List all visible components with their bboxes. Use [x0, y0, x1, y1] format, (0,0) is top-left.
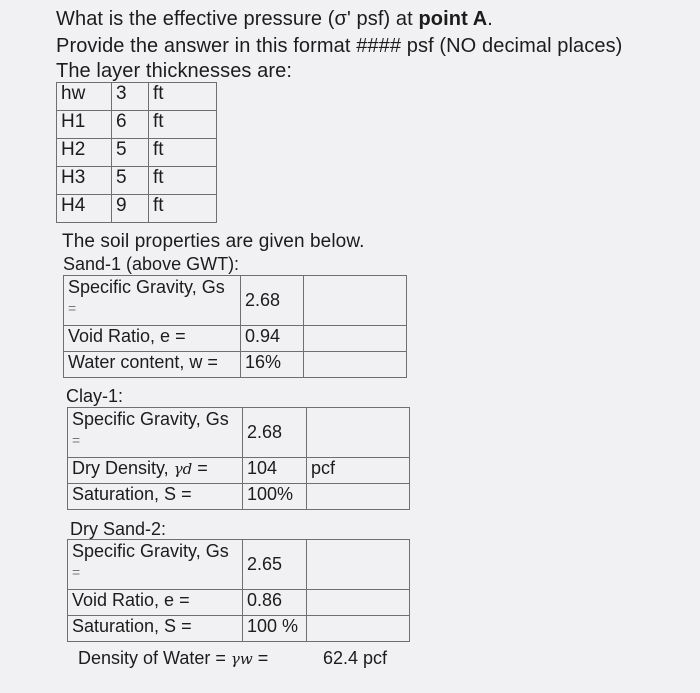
layer-value: 5	[112, 139, 149, 167]
table-row	[68, 408, 410, 458]
water-density-label	[78, 648, 268, 669]
void-ratio-value: 0.86	[243, 590, 307, 616]
layer-unit: ft	[149, 139, 217, 167]
water-density-text: Density of Water =	[78, 648, 231, 668]
sand1-title: Sand-1 (above GWT):	[63, 254, 240, 274]
sand2-title: Dry Sand-2:	[70, 519, 167, 539]
layer-unit: ft	[149, 83, 217, 111]
layer-name: H3	[57, 167, 112, 195]
layer-name: H1	[57, 111, 112, 139]
table-row	[68, 540, 410, 590]
question-line-1	[56, 8, 493, 30]
table-row	[57, 139, 217, 167]
gs-equals: =	[72, 564, 81, 580]
water-content-label: Water content, w =	[64, 352, 241, 378]
point-a-label: point A	[418, 8, 488, 30]
saturation-label: Saturation, S =	[68, 484, 243, 510]
empty-cell	[304, 276, 407, 326]
table-row	[57, 167, 217, 195]
table-row	[57, 83, 217, 111]
clay1-title: Clay-1:	[66, 386, 124, 406]
saturation-label: Saturation, S =	[68, 616, 243, 642]
question-text: What is the effective pressure (σ' psf) at	[56, 8, 419, 30]
empty-cell	[307, 484, 410, 510]
empty-cell	[307, 616, 410, 642]
water-density-equals: =	[252, 648, 269, 668]
gs-value: 2.68	[241, 276, 304, 326]
empty-cell	[307, 540, 410, 590]
gs-value: 2.65	[243, 540, 307, 590]
water-content-value: 16%	[241, 352, 304, 378]
layer-value: 6	[112, 111, 149, 139]
table-row	[68, 616, 410, 642]
layer-name: H4	[57, 195, 112, 223]
gamma-d-symbol: γd	[173, 460, 193, 478]
table-row	[57, 111, 217, 139]
layer-unit: ft	[149, 195, 217, 223]
empty-cell	[304, 352, 407, 378]
clay1-table	[67, 407, 410, 510]
dry-density-text: Dry Density,	[72, 458, 174, 478]
layer-name: H2	[57, 139, 112, 167]
dry-density-label	[68, 458, 243, 484]
gs-label-cell	[64, 276, 241, 326]
table-row	[68, 484, 410, 510]
void-ratio-value: 0.94	[241, 326, 304, 352]
gs-label: Specific Gravity, Gs	[68, 277, 225, 297]
table-row	[64, 352, 407, 378]
table-row	[68, 458, 410, 484]
gamma-w-symbol: γw	[230, 650, 253, 668]
empty-cell	[304, 326, 407, 352]
gs-label: Specific Gravity, Gs	[72, 409, 229, 429]
layer-value: 3	[112, 83, 149, 111]
soil-intro: The soil properties are given below.	[62, 231, 365, 252]
gs-label: Specific Gravity, Gs	[72, 541, 229, 561]
layer-name: hw	[57, 83, 112, 111]
table-row	[64, 276, 407, 326]
question-line-3: The layer thicknesses are:	[56, 60, 293, 82]
empty-cell	[307, 590, 410, 616]
table-row	[68, 590, 410, 616]
dry-density-unit: pcf	[307, 458, 410, 484]
sand1-table	[63, 275, 407, 378]
void-ratio-label: Void Ratio, e =	[68, 590, 243, 616]
gs-equals: =	[68, 300, 77, 316]
question-period: .	[487, 8, 493, 30]
gs-equals: =	[72, 432, 81, 448]
layer-unit: ft	[149, 167, 217, 195]
layer-thickness-table	[56, 82, 217, 223]
gs-label-cell	[68, 540, 243, 590]
dry-density-value: 104	[243, 458, 307, 484]
saturation-value: 100%	[243, 484, 307, 510]
layer-unit: ft	[149, 111, 217, 139]
question-line-2: Provide the answer in this format #### psf (NO decimal places)	[56, 35, 623, 57]
water-density-value: 62.4 pcf	[323, 648, 388, 668]
gs-value: 2.68	[243, 408, 307, 458]
dry-density-equals: =	[192, 458, 208, 478]
gs-label-cell	[68, 408, 243, 458]
layer-value: 5	[112, 167, 149, 195]
layer-value: 9	[112, 195, 149, 223]
empty-cell	[307, 408, 410, 458]
table-row	[57, 195, 217, 223]
saturation-value: 100 %	[243, 616, 307, 642]
void-ratio-label: Void Ratio, e =	[64, 326, 241, 352]
sand2-table	[67, 539, 410, 642]
table-row	[64, 326, 407, 352]
